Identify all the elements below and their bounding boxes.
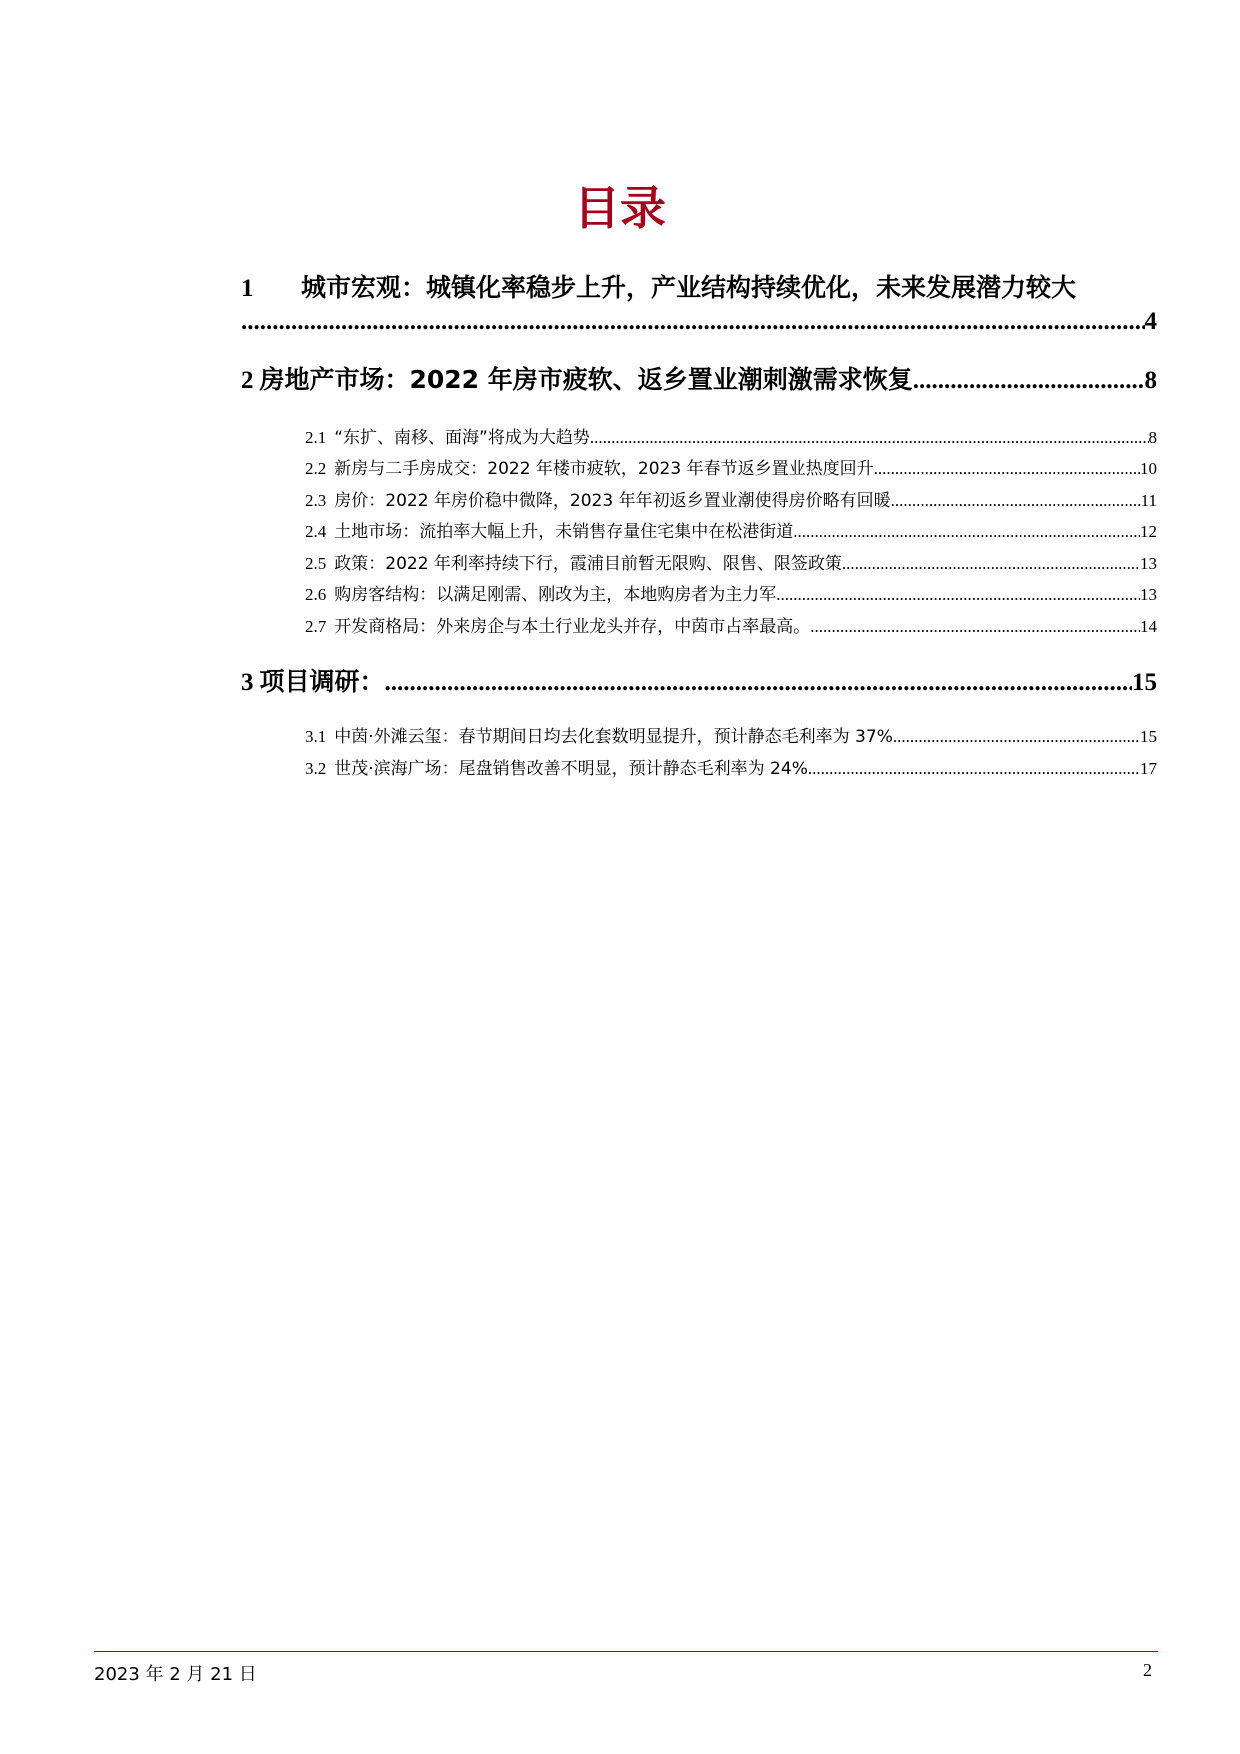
toc-item-2-5[interactable] <box>305 549 1157 573</box>
toc-item-3-1[interactable] <box>305 722 1157 746</box>
toc-page-number: 8 <box>1148 428 1157 447</box>
toc-page-number: 8 <box>1144 367 1157 394</box>
toc-page-number: 13 <box>1140 585 1157 604</box>
toc-dot-leader <box>810 617 1140 636</box>
toc-item-title: 开发商格局：外来房企与本土行业龙头并存，中茵市占率最高。 <box>334 617 811 636</box>
toc-page-number: 14 <box>1140 617 1157 636</box>
toc-section-number: 1 <box>241 275 254 302</box>
toc-dot-leader <box>793 522 1140 541</box>
toc-item-2-3[interactable] <box>305 486 1157 510</box>
toc-item-title: 购房客结构：以满足刚需、刚改为主，本地购房者为主力军 <box>334 585 777 604</box>
toc-item-title: 新房与二手房成交：2022 年楼市疲软，2023 年春节返乡置业热度回升 <box>334 459 874 478</box>
toc-dot-leader <box>893 727 1140 746</box>
toc-item-2-7[interactable] <box>305 612 1157 636</box>
toc-dot-leader <box>241 308 1145 336</box>
toc-page-number: 13 <box>1140 554 1157 573</box>
toc-section-2[interactable] <box>241 360 1157 394</box>
toc-item-number: 2.5 <box>305 554 327 573</box>
toc-section-title: 项目调研： <box>259 667 385 696</box>
toc-section-title: 城市宏观：城镇化率稳步上升，产业结构持续优化，未来发展潜力较大 <box>301 273 1077 302</box>
toc-dot-leader <box>842 554 1140 573</box>
toc-item-number: 2.6 <box>305 585 327 604</box>
toc-item-number: 2.4 <box>305 522 327 541</box>
toc-item-title: 土地市场：流拍率大幅上升，未销售存量住宅集中在松港街道 <box>334 522 794 541</box>
toc-dot-leader <box>874 459 1140 478</box>
toc-section-3[interactable] <box>241 662 1157 696</box>
toc-section-title: 房地产市场：2022 年房市疲软、返乡置业潮刺激需求恢复 <box>259 365 913 394</box>
toc-item-number: 3.1 <box>305 727 327 746</box>
toc-item-title: 政策：2022 年利率持续下行，霞浦目前暂无限购、限售、限签政策 <box>334 554 842 573</box>
toc-item-2-1[interactable] <box>305 423 1157 447</box>
footer-divider <box>94 1651 1158 1652</box>
toc-item-number: 2.2 <box>305 459 327 478</box>
toc-page-number: 15 <box>1140 727 1157 746</box>
toc-item-number: 2.7 <box>305 617 327 636</box>
toc-section-1-heading <box>241 268 1157 304</box>
page-title: 目录 <box>574 181 666 235</box>
toc-dot-leader <box>385 669 1132 696</box>
toc-item-2-4[interactable] <box>305 517 1157 541</box>
toc-dot-leader <box>808 759 1140 778</box>
toc-item-number: 2.3 <box>305 491 327 510</box>
toc-item-3-2[interactable] <box>305 754 1157 778</box>
toc-page-number: 12 <box>1140 522 1157 541</box>
toc-section-number: 3 <box>241 669 254 696</box>
toc-dot-leader <box>891 491 1141 510</box>
toc-page-number: 4 <box>1144 308 1157 335</box>
toc-page-number: 11 <box>1140 491 1157 510</box>
toc-page-number: 17 <box>1140 759 1157 778</box>
toc-item-number: 2.1 <box>305 428 327 447</box>
toc-item-2-2[interactable] <box>305 454 1157 478</box>
toc-dot-leader <box>913 367 1145 394</box>
toc-item-title: “东扩、南移、面海”将成为大趋势 <box>334 428 590 447</box>
toc-item-2-6[interactable] <box>305 580 1157 604</box>
footer-page-number: 2 <box>1143 1660 1152 1680</box>
toc-item-title: 世茂·滨海广场：尾盘销售改善不明显，预计静态毛利率为 24% <box>334 759 808 778</box>
toc-page-number: 15 <box>1132 669 1157 696</box>
toc-dot-leader <box>776 585 1140 604</box>
toc-item-title: 房价：2022 年房价稳中微降，2023 年年初返乡置业潮使得房价略有回暖 <box>334 491 891 510</box>
toc-page-number: 10 <box>1140 459 1157 478</box>
footer-date: 2023 年 2 月 21 日 <box>94 1664 257 1685</box>
toc-dot-leader <box>590 428 1149 447</box>
toc-section-number: 2 <box>241 367 254 394</box>
toc-item-number: 3.2 <box>305 759 327 778</box>
toc-item-title: 中茵·外滩云玺：春节期间日均去化套数明显提升，预计静态毛利率为 37% <box>334 727 893 746</box>
toc-section-1-leader <box>241 308 1157 342</box>
